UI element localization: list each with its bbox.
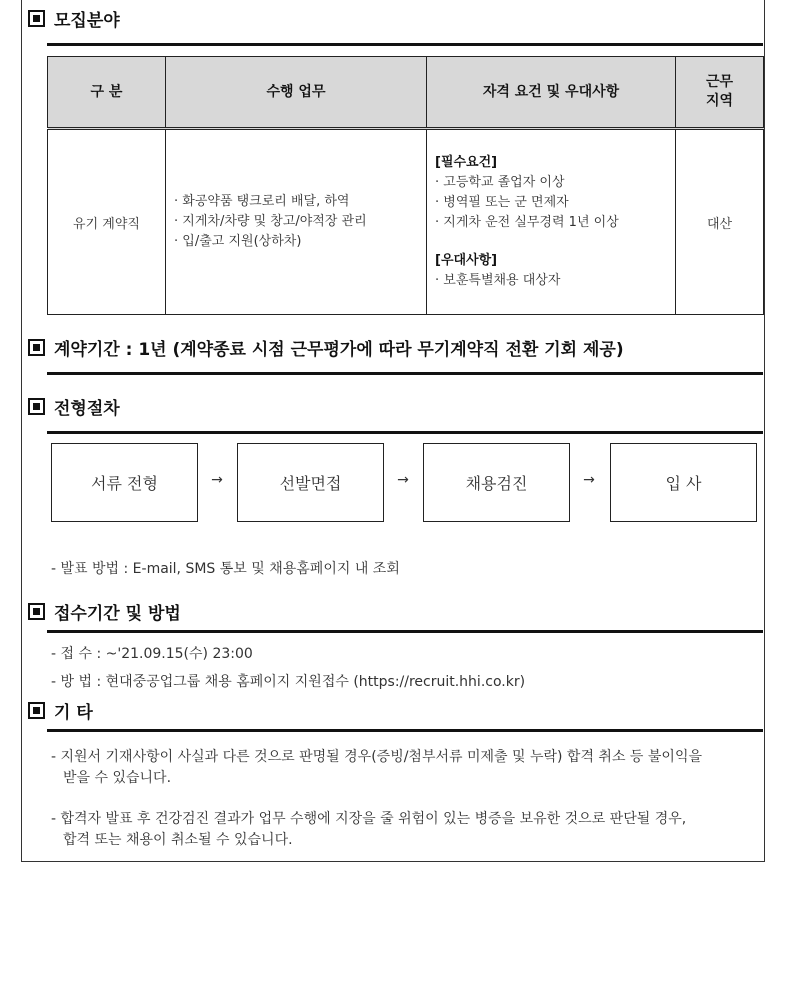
preferred-title: [우대사항] bbox=[435, 253, 498, 268]
etc-note-1-line2: 받을 수 있습니다. bbox=[63, 770, 172, 786]
section-divider bbox=[47, 43, 763, 46]
required-item: · 병역필 또는 군 면제자 bbox=[435, 195, 569, 210]
duty-item: · 지게차/차량 및 창고/야적장 관리 bbox=[174, 214, 367, 229]
cell-location: 대산 bbox=[676, 129, 764, 315]
header-qualification: 자격 요건 및 우대사항 bbox=[427, 57, 676, 129]
section-title: 계약기간 : 1년 (계약종료 시점 근무평가에 따라 무기계약직 전환 기회 제공) bbox=[54, 340, 624, 360]
process-step-document: 서류 전형 bbox=[51, 443, 198, 522]
header-location-line2: 지역 bbox=[705, 93, 734, 109]
arrow-right-icon: → bbox=[397, 472, 409, 488]
etc-note-1-line1: - 지원서 기재사항이 사실과 다른 것으로 판명될 경우(증빙/첨부서류 미제출 및 누락) 합격 취소 등 불이익을 bbox=[51, 749, 703, 765]
announce-method: - 발표 방법 : E-mail, SMS 통보 및 채용홈페이지 내 조회 bbox=[51, 561, 400, 577]
required-item: · 고등학교 졸업자 이상 bbox=[435, 175, 565, 190]
section-divider bbox=[47, 372, 763, 375]
header-duty: 수행 업무 bbox=[166, 57, 427, 129]
section-apply bbox=[28, 599, 181, 624]
apply-period: - 접 수 : ~'21.09.15(수) 23:00 bbox=[51, 646, 253, 662]
apply-method: - 방 법 : 현대중공업그룹 채용 홈페이지 지원접수 (https://recruit.hhi.co.kr) bbox=[51, 674, 526, 690]
duty-item: · 입/출고 지원(상하차) bbox=[174, 234, 302, 249]
section-title: 모집분야 bbox=[54, 11, 120, 31]
cell-duties bbox=[166, 129, 427, 315]
section-divider bbox=[47, 630, 763, 633]
section-title: 전형절차 bbox=[54, 399, 120, 419]
process-step-interview: 선발면접 bbox=[237, 443, 384, 522]
etc-note-2 bbox=[51, 809, 751, 851]
process-step-join: 입 사 bbox=[610, 443, 757, 522]
etc-note-2-line1: - 합격자 발표 후 건강검진 결과가 업무 수행에 지장을 줄 위험이 있는 병증을 보유한 것으로 판단될 경우, bbox=[51, 811, 687, 827]
section-divider bbox=[47, 729, 763, 732]
duty-item: · 화공약품 탱크로리 배달, 하역 bbox=[174, 194, 350, 209]
required-item: · 지게차 운전 실무경력 1년 이상 bbox=[435, 215, 619, 230]
header-location bbox=[676, 57, 764, 129]
section-title: 접수기간 및 방법 bbox=[54, 604, 181, 624]
header-category: 구 분 bbox=[48, 57, 166, 129]
document-frame bbox=[21, 0, 765, 862]
filled-square-icon bbox=[28, 702, 45, 719]
preferred-item: · 보훈특별채용 대상자 bbox=[435, 273, 561, 288]
required-title: [필수요건] bbox=[435, 155, 498, 170]
filled-square-icon bbox=[28, 339, 45, 356]
filled-square-icon bbox=[28, 10, 45, 27]
section-title: 기 타 bbox=[54, 703, 93, 723]
filled-square-icon bbox=[28, 398, 45, 415]
arrow-right-icon: → bbox=[211, 472, 223, 488]
cell-category: 유기 계약직 bbox=[48, 129, 166, 315]
table-row bbox=[48, 129, 764, 315]
filled-square-icon bbox=[28, 603, 45, 620]
section-process bbox=[28, 394, 120, 419]
recruit-table bbox=[47, 56, 764, 315]
section-divider bbox=[47, 431, 763, 434]
etc-note-2-line2: 합격 또는 채용이 취소될 수 있습니다. bbox=[63, 832, 293, 848]
section-etc bbox=[28, 698, 93, 723]
etc-note-1 bbox=[51, 747, 751, 789]
table-header-row bbox=[48, 57, 764, 129]
arrow-right-icon: → bbox=[583, 472, 595, 488]
header-location-line1: 근무 bbox=[705, 74, 734, 90]
section-contract bbox=[28, 335, 624, 360]
cell-qualification bbox=[427, 129, 676, 315]
section-recruit-field bbox=[28, 6, 120, 31]
process-step-medical: 채용검진 bbox=[423, 443, 570, 522]
